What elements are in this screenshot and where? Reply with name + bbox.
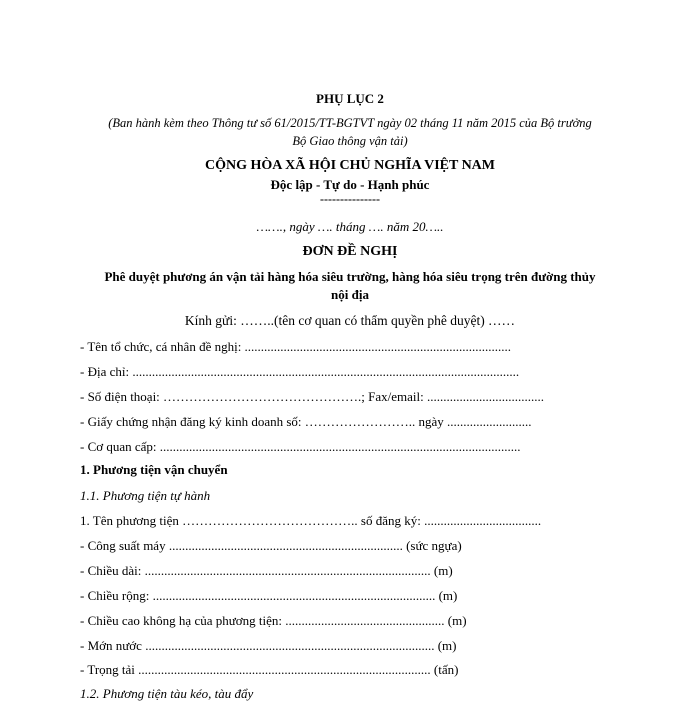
- national-motto: Độc lập - Tự do - Hạnh phúc: [270, 177, 430, 192]
- appendix-title: PHỤ LỤC 2: [316, 91, 384, 106]
- vessel-name-field: 1. Tên phương tiện ………………………………….. số đăng ký: ....................................: [80, 513, 542, 528]
- phone-fax-email-field: - Số điện thoại: ……………………………………….; Fax/email: ....................................: [80, 389, 545, 404]
- form-subtitle-line-2: nội địa: [331, 287, 369, 302]
- length-field: - Chiều dài: ........................................................................................ (m): [80, 563, 453, 578]
- country-name: CỘNG HÒA XÃ HỘI CHỦ NGHĨA VIỆT NAM: [204, 158, 495, 173]
- issued-by-line-1: (Ban hành kèm theo Thông tư số 61/2015/TT-BGTVT ngày 02 tháng 11 năm 2015 của Bộ trưởng: [108, 116, 592, 130]
- width-field: - Chiều rộng: ....................................................................................... (m): [80, 588, 458, 603]
- section-1-heading: 1. Phương tiện vận chuyển: [80, 462, 228, 477]
- engine-power-field: - Công suất máy ........................................................................ (sức ngựa): [80, 538, 462, 553]
- form-subtitle-line-1: Phê duyệt phương án vận tải hàng hóa siêu trường, hàng hóa siêu trọng trên đường thủy: [104, 269, 596, 284]
- tonnage-field: - Trọng tải .......................................................................................... (tấn): [80, 662, 459, 677]
- date-line: ……., ngày …. tháng …. năm 20…..: [256, 219, 444, 234]
- clearance-height-field: - Chiều cao không hạ của phương tiện: ................................................. (m): [80, 613, 467, 628]
- address-field: - Địa chỉ: .......................................................................................................................: [80, 364, 520, 379]
- addressee-line: Kính gửi: ……..(tên cơ quan có thẩm quyền phê duyệt) ……: [184, 313, 516, 328]
- section-1-2-heading: 1.2. Phương tiện tàu kéo, tàu đẩy: [80, 686, 254, 701]
- motto-divider: ---------------: [320, 192, 380, 206]
- business-registration-field: - Giấy chứng nhận đăng ký kinh doanh số: …………………….. ngày ..........................: [80, 414, 532, 429]
- issuing-authority-field: - Cơ quan cấp: ...............................................................................................................: [80, 439, 521, 454]
- draft-field: - Mớn nước ......................................................................................... (m): [80, 638, 457, 653]
- issued-by-line-2: Bộ Giao thông vận tải): [292, 134, 408, 148]
- section-1-1-heading: 1.1. Phương tiện tự hành: [80, 488, 211, 503]
- applicant-name-field: - Tên tổ chức, cá nhân đề nghị: ..................................................................................: [80, 339, 512, 354]
- form-title: ĐƠN ĐỀ NGHỊ: [302, 244, 398, 259]
